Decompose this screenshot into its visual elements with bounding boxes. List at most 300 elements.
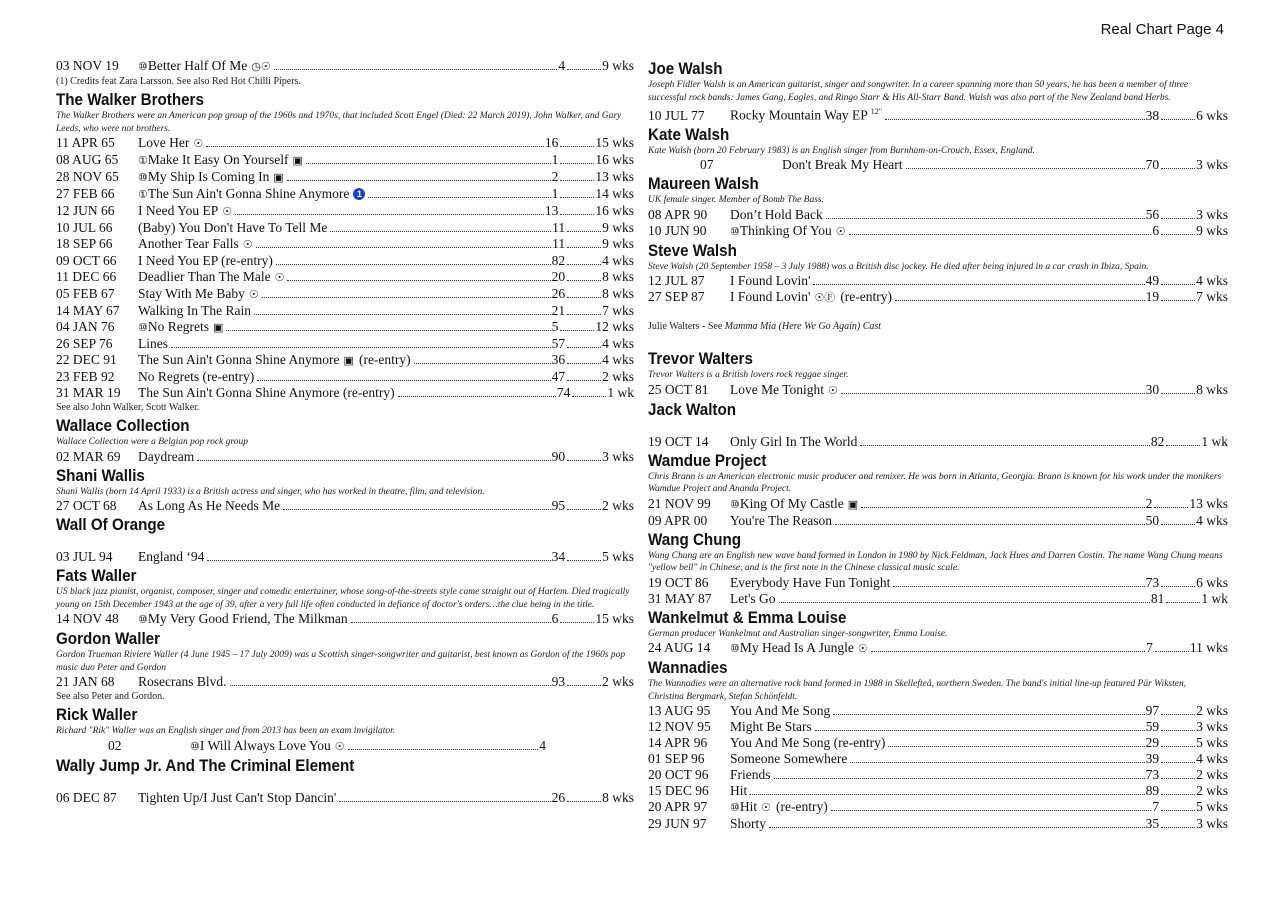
artist-wamdue-project [648,451,1228,529]
entry-title-group [730,513,832,529]
entry-date: 31 MAY 87 [648,590,712,606]
entry-date: 04 JAN 76 [56,319,115,334]
entry-title-group [730,816,766,832]
artist-bio: Trevor Walters is a British lovers rock reggae singer. [648,370,849,380]
dot-leader [206,146,544,147]
award-icon: ◷☉ [251,61,271,73]
chart-row [56,303,634,319]
weeks-on-chart: 1 wk [607,385,634,400]
award-icon: ☉ [242,239,253,251]
artist-wang-chung [648,530,1228,607]
artist-rick-waller [56,705,634,755]
artist-name: Joe Walsh [648,60,723,78]
artist-wannadies [648,658,1228,832]
award-icon: ☉ [334,740,345,753]
peak-position: 90 [551,448,566,464]
artist-bio: Gordon Trueman Riviere Waller (4 June 1945 – 17 July 2009) was a Scottish singer-songwriter and guitarist, best known as Gordon of the 1960s pop music duo Peter and Gordon [56,650,626,673]
entry-date: 09 OCT 66 [56,253,117,268]
entry-title: Might Be Stars [730,719,812,734]
entry-date: 08 APR 90 [648,206,708,222]
dot-leader [1166,445,1200,446]
peak-marker-icon: ⑩ [730,225,740,238]
artist-bio: Chris Brann is an American electronic music producer and remixer. He was born in Atlanta, Georgia. Brann is known for his work under the monikers Wamdue Project and Ananda Project. [648,471,1222,494]
chart-row [56,449,634,465]
entry-date: 03 NOV 19 [56,58,119,73]
dot-leader [567,363,601,364]
artist-bio: Wang Chung are an English new wave band formed in London in 1980 by Nick Feldman, Jack Hues and Darren Costin. The name Wang Chung means "yellow bell" in Chinese, and is the first note in the Chinese classical music scale. [648,550,1223,573]
chart-row [648,591,1228,607]
entry-title: Love Her [138,135,190,150]
entry-title-group [730,783,747,799]
chart-row [56,253,634,269]
artist-wall-of-orange [56,515,634,565]
weeks-on-chart: 5 wks [1196,735,1228,750]
peak-position: 26 [551,286,566,301]
dot-leader [893,586,1144,587]
entry-title: Stay With Me Baby [138,286,245,301]
entry-title: Don’t Hold Back [730,206,823,222]
number-one-badge-icon: 1 [353,188,365,200]
award-icon: ▣ [292,155,303,167]
entry-title-group [730,799,828,816]
dot-leader [1161,168,1195,169]
artist-jack-walton [648,400,1228,450]
artist-name: Wally Jump Jr. And The Criminal Element [56,756,355,775]
dot-leader [1161,119,1195,120]
julie-note-lead: Julie Walters - See [648,321,725,332]
artist-name: Maureen Walsh [648,175,759,193]
entry-title-group [730,575,890,591]
artist-wallace-collection [56,416,634,465]
dot-leader [567,264,601,265]
weeks-on-chart: 12 wks [595,319,634,334]
entry-title-group [138,385,395,401]
dot-leader [885,119,1145,120]
weeks-on-chart: 9 wks [1196,222,1228,238]
entry-title: Lines [138,336,168,351]
entry-title-group [138,303,251,319]
dot-leader [833,714,1144,715]
entry-date: 25 OCT 81 [648,381,709,397]
dot-leader [274,69,558,70]
weeks-on-chart: 3 wks [602,448,634,464]
dot-leader [339,801,550,802]
dot-leader [560,214,594,215]
dot-leader [1166,602,1200,603]
entry-title: Only Girl In The World [730,433,858,449]
peak-position: 34 [551,549,566,564]
dot-leader [1161,778,1195,779]
dot-leader [287,180,551,181]
dot-leader [560,146,594,147]
dot-leader [560,197,594,198]
dot-leader [567,460,601,461]
dot-leader [861,507,1144,508]
entry-title: Everybody Have Fun Tonight [730,574,891,590]
entry-title: Someone Somewhere [730,751,848,766]
entry-date: 18 SEP 66 [56,236,113,251]
chart-row [648,289,1228,306]
peak-position: 16 [544,135,559,150]
dot-leader [1161,827,1195,828]
artist-bio: Richard "Rik" Waller was an English singer and from 2013 has been an exam invigilator. [56,726,396,736]
entry-date: 05 FEB 67 [56,286,115,301]
entry-date: 20 OCT 96 [648,767,709,782]
entry-title-group [730,382,838,399]
chart-row [56,135,634,152]
artist-fats-waller [56,566,634,628]
entry-title: As Long As He Needs Me [138,498,281,513]
dot-leader [262,297,551,298]
weeks-on-chart: 4 wks [602,352,634,367]
artist-bio: Steve Walsh (20 September 1958 – 3 July 1988) was a British disc jockey. He died after being injured in a car crash in Ibiza, Spain. [648,261,1149,272]
artist-name: Wankelmut & Emma Louise [648,608,847,627]
peak-position: 2 [1145,495,1153,511]
dot-leader [1161,218,1195,219]
award-icon: ☉ [828,384,838,397]
entry-date: 14 APR 96 [648,735,708,750]
peak-position: 35 [1145,816,1160,831]
dot-leader [414,363,551,364]
dot-leader [750,794,1144,795]
peak-position: 4 [558,58,566,73]
weeks-on-chart: 2 wks [602,498,634,513]
entry-date: 19 OCT 86 [648,574,709,590]
dot-leader [283,509,551,510]
peak-position: 11 [552,236,566,251]
artist-name: Kate Walsh [648,125,730,144]
peak-position: 81 [1150,590,1165,606]
dot-leader [254,314,551,315]
dot-leader [171,347,551,348]
peak-position: 38 [1145,107,1160,123]
page-title: Real Chart Page 4 [1100,21,1224,38]
entry-date: 12 NOV 95 [648,719,711,734]
chart-row [648,104,1228,124]
peak-position: 82 [551,253,566,268]
artist-bio: German producer Wankelmut and Australian singer-songwriter, Emma Louise. [648,628,948,639]
credits-note: (1) Credits feat Zara Larsson. See also Red Hot Chilli Pipers. [56,76,301,87]
artist-wally-jump-jr [56,756,634,806]
entry-date: 08 AUG 65 [56,152,119,167]
peak-position: 82 [1150,433,1165,449]
chart-row [648,223,1228,240]
entry-date: 31 MAR 19 [56,385,121,400]
peak-position: 50 [1145,512,1160,528]
dot-leader [906,168,1145,169]
chart-row [648,783,1228,799]
dot-leader [1161,393,1195,394]
artist-bio: The Walker Brothers were an American pop group of the 1960s and 1970s, that included Scott Engel (Died: 22 March 2019), John Walker, and Gary Leeds, who were not brothers. [56,111,622,134]
entry-title-group [730,735,885,751]
entry-title-group [730,273,810,289]
entry-title: The Sun Ain't Gonna Shine Anymore [147,186,350,201]
weeks-on-chart: 8 wks [602,269,634,284]
entry-title-group [138,58,271,75]
dot-leader [207,560,550,561]
peak-position: 56 [1145,206,1160,222]
dot-leader [1161,524,1195,525]
award-icon: ☉ [222,206,233,218]
weeks-on-chart: 4 wks [602,253,634,268]
entry-title: Let's Go [730,590,776,606]
dot-leader [774,778,1145,779]
weeks-on-chart: 16 wks [595,152,634,167]
peak-position: 70 [1145,157,1160,172]
chart-row [56,738,634,755]
right-column [648,58,1228,832]
weeks-on-chart: 3 wks [1196,206,1228,222]
chart-row [56,286,634,303]
artist-name: Gordon Waller [56,630,161,648]
peak-position: 89 [1145,783,1160,798]
entry-title: You And Me Song (re-entry) [730,735,886,750]
entry-title: Shorty [730,816,767,831]
entry-title-group [730,703,830,719]
chart-row [648,719,1228,735]
dot-leader [1161,234,1195,235]
entry-title: Hit [739,799,758,814]
entry-title-group [138,549,204,565]
dot-leader [567,560,601,561]
dot-leader [841,393,1145,394]
dot-leader [835,524,1145,525]
entry-date: 27 FEB 66 [56,186,115,201]
artist-name: Rick Waller [56,706,138,724]
weeks-on-chart: 7 wks [1196,289,1228,304]
dot-leader [560,163,594,164]
artist-name: Shani Wallis [56,466,145,485]
entry-title-group [138,449,194,465]
entry-date: 19 OCT 14 [648,433,709,449]
entry-date: 02 [108,737,122,753]
chart-row [56,790,634,806]
entry-title: My Head Is A Jungle [739,640,854,655]
dot-leader [1161,730,1195,731]
dot-leader [1161,762,1195,763]
chart-row [56,611,634,628]
weeks-on-chart: 9 wks [602,58,634,73]
peak-position: 93 [551,674,566,689]
entry-title-group [138,135,203,152]
dot-leader [1154,507,1188,508]
peak-marker-icon: ⑩ [730,498,740,511]
dot-leader [1161,746,1195,747]
artist-bio: Wallace Collection were a Belgian pop rock group [56,437,248,447]
peak-position: 47 [551,369,566,384]
peak-position: 6 [1152,222,1160,238]
entry-title-group [190,738,345,755]
weeks-on-chart: 14 wks [595,186,634,201]
dot-leader [276,264,551,265]
dot-leader [567,247,601,248]
peak-position: 59 [1145,719,1160,734]
dot-leader [567,297,601,298]
entry-title-group [730,640,868,657]
weeks-on-chart: 3 wks [1196,719,1228,734]
format-label: 12" [870,107,883,116]
entry-title-group [730,719,812,735]
entry-title-group [730,434,857,450]
peak-position: 97 [1145,703,1160,718]
weeks-on-chart: 13 wks [595,169,634,184]
entry-date: 28 NOV 65 [56,169,119,184]
entry-title-group [138,336,168,352]
entry-title: Tighten Up/I Just Can't Stop Dancin' [138,789,337,805]
artist-bio: Kate Walsh (born 20 February 1983) is an English singer from Burnham-on-Crouch, Essex, England. [648,145,1035,156]
peak-position: 74 [556,385,571,400]
peak-marker-icon: ⑩ [138,61,148,73]
peak-position: 21 [551,303,566,318]
entry-title: Better Half Of Me [147,58,248,73]
entry-title-group [138,790,336,806]
chart-row [56,220,634,236]
entry-title-group [138,674,227,690]
weeks-on-chart: 1 wk [1201,590,1228,606]
artist-trevor-walters [648,349,1228,399]
award-icon: ▣ [847,498,859,511]
entry-date: 10 JUL 77 [648,107,705,123]
peak-position: 36 [551,352,566,367]
dot-leader [560,330,594,331]
entry-date: 11 APR 65 [56,135,115,150]
entry-title-group [138,369,254,385]
artist-name: Wang Chung [648,530,742,549]
entry-date: 06 DEC 87 [56,789,117,805]
dot-leader [871,651,1145,652]
weeks-on-chart: 6 wks [1196,107,1228,123]
chart-row [56,352,634,369]
dot-leader [831,810,1152,811]
entry-title-group [138,186,365,203]
artist-gordon-waller [56,629,634,704]
artist-steve-walsh [648,241,1228,307]
artist-bio: Joseph Fidler Walsh is an American guitarist, singer and songwriter. In a career spanning more than 50 years, he has been a member of three successful rock bands: James Gang, Eagles, and Ringo Starr & His All-Starr Band. Walsh was also part of the New Zealand band Herbs. [648,80,1189,103]
chart-row [648,767,1228,783]
award-icon: ▣ [273,172,284,184]
chart-row [648,703,1228,719]
entry-date: 21 NOV 99 [648,495,711,511]
dot-leader [567,280,601,281]
chart-row [56,674,634,690]
entry-date: 26 SEP 76 [56,336,113,351]
dot-leader [351,622,551,623]
entry-date: 02 MAR 69 [56,448,121,464]
entry-title: Rocky Mountain Way EP [730,107,868,123]
artist-bio: US black jazz pianist, organist, composer, singer and comedic entertainer, whose song-of-the-streets style came straight out of Harlem. Died tragically young on 15th December 1943 at the age of 39, after a very full life often conducted in defiance of doctor's orders…the clue being in the title. [56,587,630,610]
entry-title-group [138,220,327,236]
weeks-on-chart: 15 wks [595,611,634,626]
dot-leader [567,509,601,510]
chart-row [648,816,1228,832]
dot-leader [1155,651,1189,652]
entry-title: I Need You EP (re-entry) [138,253,273,268]
peak-position: 57 [551,336,566,351]
artist-name: Steve Walsh [648,241,737,260]
entry-title-group [138,611,348,628]
peak-position: 13 [544,203,559,218]
entry-title-group [138,498,280,514]
entry-title: Make It Easy On Yourself [147,152,289,167]
entry-title-group [730,767,771,783]
entry-title: England ‘94 [138,549,205,564]
entry-title: Friends [730,767,771,782]
weeks-on-chart: 2 wks [602,369,634,384]
dot-leader [567,347,601,348]
entry-date: 10 JUN 90 [648,222,707,238]
entry-date: 12 JUN 66 [56,203,115,218]
dot-leader [1161,714,1195,715]
chart-row [648,434,1228,450]
weeks-on-chart: 5 wks [1196,799,1228,814]
entry-title: Love Me Tonight [730,381,825,397]
artist-name: Wannadies [648,659,728,677]
entry-date: 01 SEP 96 [648,751,705,766]
peak-marker-icon: ⑩ [138,614,148,626]
chart-row [56,169,634,186]
weeks-on-chart: 2 wks [1196,783,1228,798]
peak-position: 49 [1145,273,1160,288]
entry-title-group [138,352,411,369]
weeks-on-chart: 2 wks [1196,767,1228,782]
dot-leader [849,234,1152,235]
peak-position: 30 [1145,381,1160,397]
dot-leader [368,197,550,198]
weeks-on-chart: 6 wks [1196,574,1228,590]
entry-title-group [730,591,776,607]
dot-leader [398,396,556,397]
dot-leader [779,602,1150,603]
chart-row [648,735,1228,751]
chart-row [56,269,634,286]
chart-row [648,575,1228,591]
award-icon: ☉ [274,272,285,284]
dot-leader [1161,300,1195,301]
artist-name: Jack Walton [648,400,737,419]
entry-date: 07 [700,157,714,172]
chart-row [56,336,634,352]
entry-date: 10 JUL 66 [56,220,113,235]
entry-title-group [138,236,253,253]
weeks-on-chart: 7 wks [602,303,634,318]
entry-title: I Found Lovin' [730,273,811,288]
chart-row [56,203,634,220]
chart-row [56,549,634,565]
dot-leader [197,460,550,461]
entry-title: No Regrets [147,319,209,334]
peak-marker-icon: ① [138,155,148,167]
peak-position: 20 [551,269,566,284]
dot-leader [769,827,1145,828]
entry-title: I Need You EP [138,203,219,218]
award-icon: ☉ [193,138,204,150]
dot-leader [1161,284,1195,285]
peak-position: 4 [539,737,546,753]
entry-title: Another Tear Falls [138,236,239,251]
dot-leader [1161,794,1195,795]
artist-joe-walsh [648,59,1228,124]
peak-marker-icon: ⑩ [730,802,740,814]
entry-title-group [730,751,847,767]
entry-date: 29 JUN 97 [648,816,707,831]
entry-title-group [138,253,273,269]
peak-position: 7 [1146,640,1153,655]
entry-date: 27 OCT 68 [56,498,117,513]
entry-date: 14 NOV 48 [56,611,119,626]
award-icon: ☉ [248,289,259,301]
chart-row [56,186,634,203]
artist-kate-walsh [648,125,1228,174]
